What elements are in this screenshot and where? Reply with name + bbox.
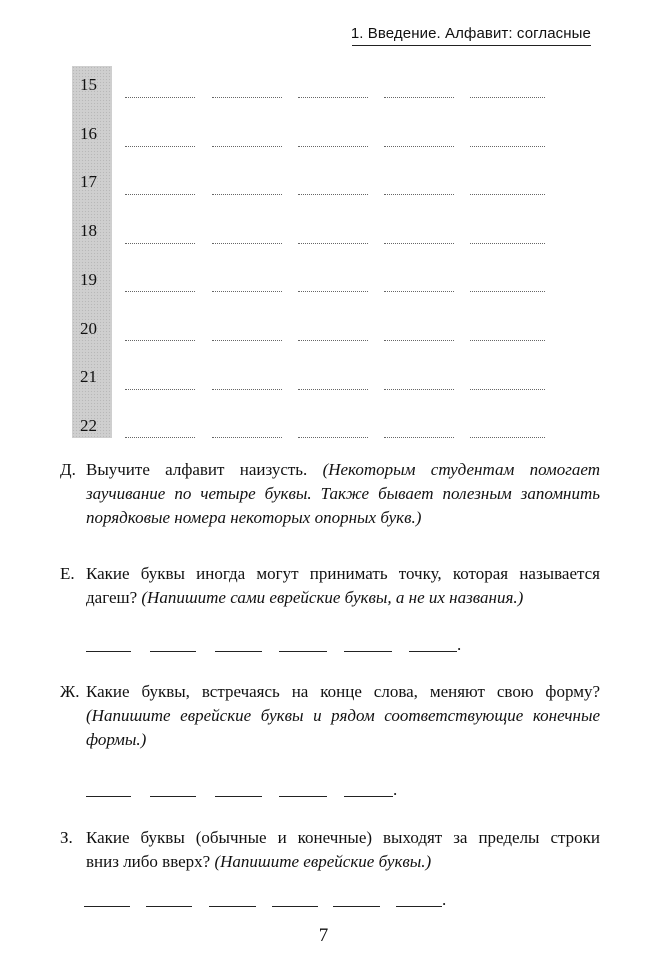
exercise-e-answer-blank[interactable] — [215, 651, 262, 652]
writing-line[interactable] — [470, 146, 545, 147]
writing-line[interactable] — [212, 243, 282, 244]
exercise-d-text: Выучите алфавит наизусть. — [86, 460, 308, 479]
running-header-title: 1. Введение. Алфавит: согласные — [350, 25, 591, 42]
exercise-e-answer-blank[interactable] — [409, 651, 457, 652]
row-number: 15 — [80, 75, 97, 94]
exercise-zh-answer-blank[interactable] — [215, 796, 262, 797]
exercise-z-end-mark: . — [442, 890, 447, 909]
exercise-d — [60, 458, 600, 530]
exercise-zh-answer-blank[interactable] — [279, 796, 327, 797]
writing-line[interactable] — [298, 437, 368, 438]
exercise-e-label: Е. — [60, 564, 75, 583]
exercise-e — [60, 562, 600, 610]
writing-line[interactable] — [298, 340, 368, 341]
writing-line[interactable] — [298, 194, 368, 195]
exercise-z-answer-blank[interactable] — [84, 906, 130, 907]
exercise-d-label: Д. — [60, 460, 76, 479]
writing-line[interactable] — [470, 291, 545, 292]
exercise-e-line1: Какие буквы иногда могут принимать точку, которая называется — [86, 564, 600, 583]
writing-line[interactable] — [470, 97, 545, 98]
writing-line[interactable] — [125, 97, 195, 98]
exercise-z — [60, 826, 600, 874]
writing-line[interactable] — [384, 97, 454, 98]
writing-line[interactable] — [384, 291, 454, 292]
writing-line[interactable] — [212, 340, 282, 341]
exercise-e-italic: (Напишите сами еврейские буквы, а не их названия.) — [141, 588, 524, 607]
writing-line[interactable] — [470, 194, 545, 195]
writing-line[interactable] — [212, 97, 282, 98]
exercise-e-answer-blank[interactable] — [279, 651, 327, 652]
writing-line[interactable] — [384, 437, 454, 438]
exercise-zh — [60, 680, 600, 752]
writing-line[interactable] — [125, 194, 195, 195]
writing-line[interactable] — [384, 146, 454, 147]
exercise-z-answer-blank[interactable] — [396, 906, 442, 907]
exercise-z-line1: Какие буквы (обычные и конечные) выходят за пределы строки — [86, 828, 600, 847]
writing-line[interactable] — [125, 340, 195, 341]
exercise-e-end-mark: . — [457, 635, 462, 654]
writing-line[interactable] — [298, 97, 368, 98]
exercise-z-line2: вниз либо вверх? — [86, 852, 211, 871]
exercise-zh-end-mark: . — [393, 780, 398, 799]
writing-line[interactable] — [298, 146, 368, 147]
exercise-e-answer-blank[interactable] — [150, 651, 196, 652]
writing-line[interactable] — [125, 146, 195, 147]
writing-line[interactable] — [212, 437, 282, 438]
row-number: 16 — [80, 123, 97, 143]
writing-line[interactable] — [384, 194, 454, 195]
writing-line[interactable] — [384, 340, 454, 341]
exercise-z-italic: (Напишите еврейские буквы.) — [214, 852, 432, 871]
writing-line[interactable] — [212, 291, 282, 292]
exercise-zh-italic-3: формы.) — [86, 730, 147, 749]
row-number: 21 — [80, 367, 97, 387]
writing-line[interactable] — [298, 389, 368, 390]
exercise-z-label: З. — [60, 828, 73, 847]
writing-line[interactable] — [298, 243, 368, 244]
exercise-zh-answer-blank[interactable] — [150, 796, 196, 797]
exercise-d-italic-1: (Некоторым студентам помогает — [322, 460, 600, 479]
exercise-zh-italic-2: (Напишите еврейские буквы и рядом соответствующие конечные — [86, 706, 600, 725]
exercise-z-answer-blank[interactable] — [333, 906, 380, 907]
exercise-zh-answer-blank[interactable] — [86, 796, 131, 797]
exercise-d-italic-3: порядковые номера некоторых опорных букв.) — [86, 508, 422, 527]
writing-line[interactable] — [470, 340, 545, 341]
writing-line[interactable] — [125, 291, 195, 292]
exercise-z-answer-blank[interactable] — [209, 906, 256, 907]
exercise-zh-answer-blank[interactable] — [344, 796, 393, 797]
writing-line[interactable] — [298, 291, 368, 292]
exercise-z-answer-blank[interactable] — [272, 906, 318, 907]
exercise-e-answer-blank[interactable] — [86, 651, 131, 652]
writing-line[interactable] — [125, 437, 195, 438]
writing-line[interactable] — [125, 389, 195, 390]
writing-line[interactable] — [212, 146, 282, 147]
row-number: 20 — [80, 318, 97, 338]
exercise-e-line2: дагеш? — [86, 588, 138, 607]
exercise-zh-line1: Какие буквы, встречаясь на конце слова, меняют свою форму? — [86, 682, 600, 701]
exercise-e-answer-blank[interactable] — [344, 651, 392, 652]
row-number: 18 — [80, 221, 97, 241]
writing-line[interactable] — [125, 243, 195, 244]
writing-line[interactable] — [212, 194, 282, 195]
exercise-zh-label: Ж. — [60, 682, 80, 701]
header-rule — [352, 45, 591, 46]
writing-line[interactable] — [470, 243, 545, 244]
page-number: 7 — [318, 925, 329, 946]
writing-line[interactable] — [384, 243, 454, 244]
exercise-d-italic-2: заучивание по четыре буквы. Также бывает полезным запомнить — [86, 484, 600, 503]
writing-line[interactable] — [470, 389, 545, 390]
writing-line[interactable] — [470, 437, 545, 438]
writing-line[interactable] — [212, 389, 282, 390]
row-number: 19 — [80, 269, 97, 289]
row-number: 22 — [80, 415, 97, 435]
row-number: 17 — [80, 172, 97, 192]
writing-line[interactable] — [384, 389, 454, 390]
exercise-z-answer-blank[interactable] — [146, 906, 192, 907]
